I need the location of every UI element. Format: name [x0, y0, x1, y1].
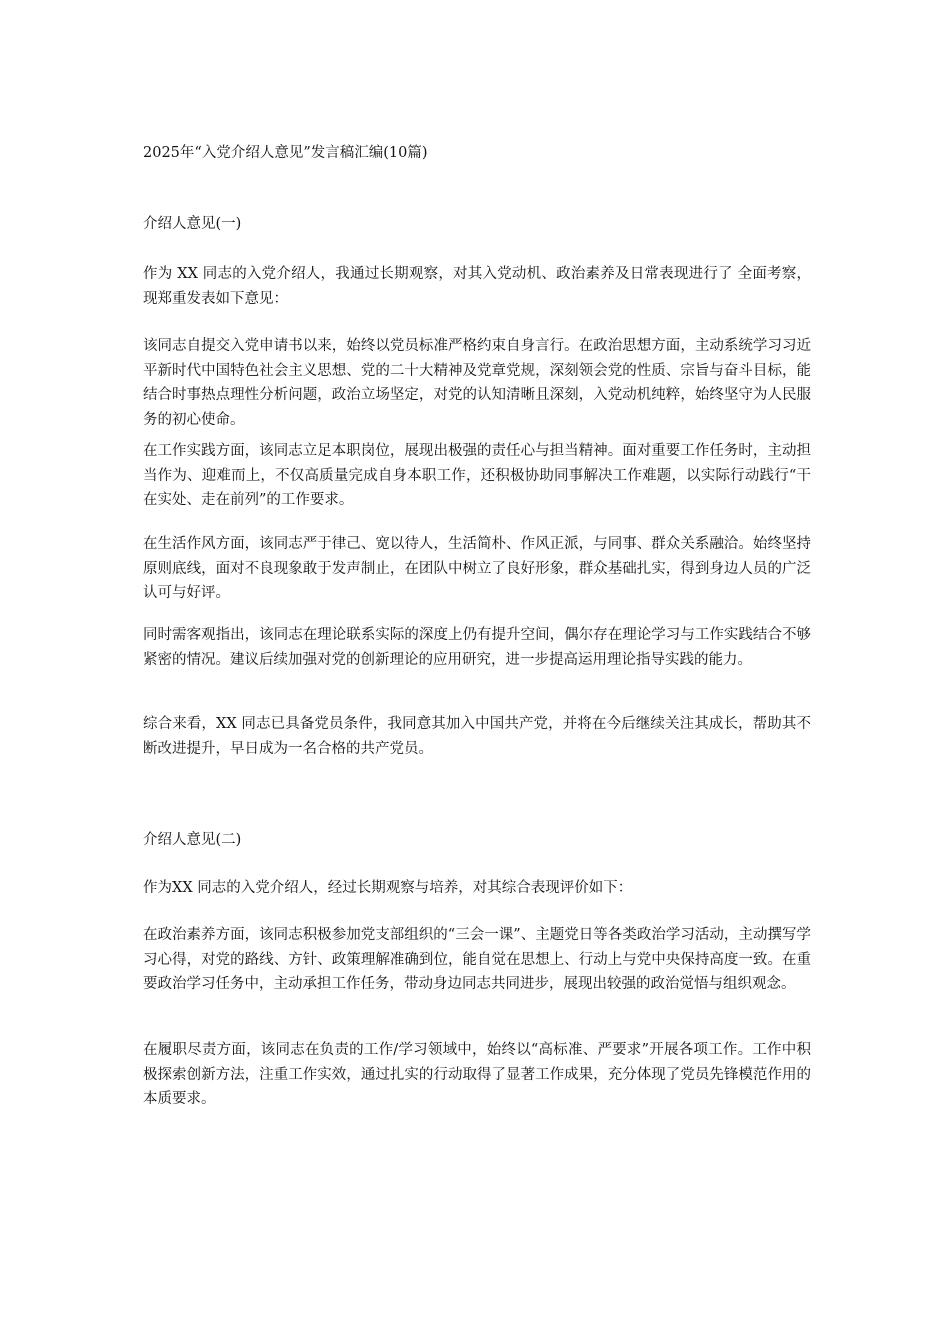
paragraph: 作为 XX 同志的入党介绍人，我通过长期观察，对其入党动机、政治素养及日常表现进行了 全面考察，现郑重发表如下意见： — [143, 266, 811, 307]
paragraph: 在履职尽责方面，该同志在负责的工作/学习领域中，始终以“高标准、严要求”开展各项工作。工作中积极探索创新方法，注重工作实效，通过扎实的行动取得了显著工作成果，充分体现了党员先锋模范作用的本质要求。 — [143, 1042, 811, 1107]
paragraph: 综合来看，XX 同志已具备党员条件，我同意其加入中国共产党，并将在今后继续关注其成长，帮助其不断改进提升，早日成为一名合格的共产党员。 — [143, 716, 811, 757]
paragraph: 在工作实践方面，该同志立足本职岗位，展现出极强的责任心与担当精神。面对重要工作任务时，主动担当作为、迎难而上，不仅高质量完成自身本职工作，还积极协助同事解决工作难题，以实际行动践行“干在实处、走在前列”的工作要求。 — [143, 443, 811, 508]
paragraph: 作为XX 同志的入党介绍人，经过长期观察与培养，对其综合表现评价如下： — [143, 880, 633, 896]
paragraph: 同时需客观指出，该同志在理论联系实际的深度上仍有提升空间，偶尔存在理论学习与工作实践结合不够紧密的情况。建议后续加强对党的创新理论的应用研究，进一步提高运用理论指导实践的能力。 — [143, 627, 811, 668]
paragraph: 该同志自提交入党申请书以来，始终以党员标准严格约束自身言行。在政治思想方面，主动系统学习习近平新时代中国特色社会主义思想、党的二十大精神及党章党规，深刻领会党的性质、宗旨与奋斗目标，能结合时事热点理性分析问题，政治立场坚定，对党的认知清晰且深刻，入党动机纯粹，始终坚守为人民服务的初心使命。 — [143, 338, 811, 428]
section-heading-2: 介绍人意见(二) — [143, 832, 242, 848]
document-title: 2025年“入党介绍人意见”发言稿汇编(10篇) — [143, 145, 428, 161]
paragraph: 在生活作风方面，该同志严于律己、宽以待人，生活简朴、作风正派，与同事、群众关系融洽。始终坚持原则底线，面对不良现象敢于发声制止，在团队中树立了良好形象，群众基础扎实，得到身边人员的广泛认可与好评。 — [143, 536, 811, 601]
paragraph: 在政治素养方面，该同志积极参加党支部组织的“三会一课”、主题党日等各类政治学习活动，主动撰写学习心得，对党的路线、方针、政策理解准确到位，能自觉在思想上、行动上与党中央保持高度一致。在重要政治学习任务中，主动承担工作任务，带动身边同志共同进步，展现出较强的政治觉悟与组织观念。 — [143, 927, 811, 992]
section-heading-1: 介绍人意见(一) — [143, 216, 242, 232]
